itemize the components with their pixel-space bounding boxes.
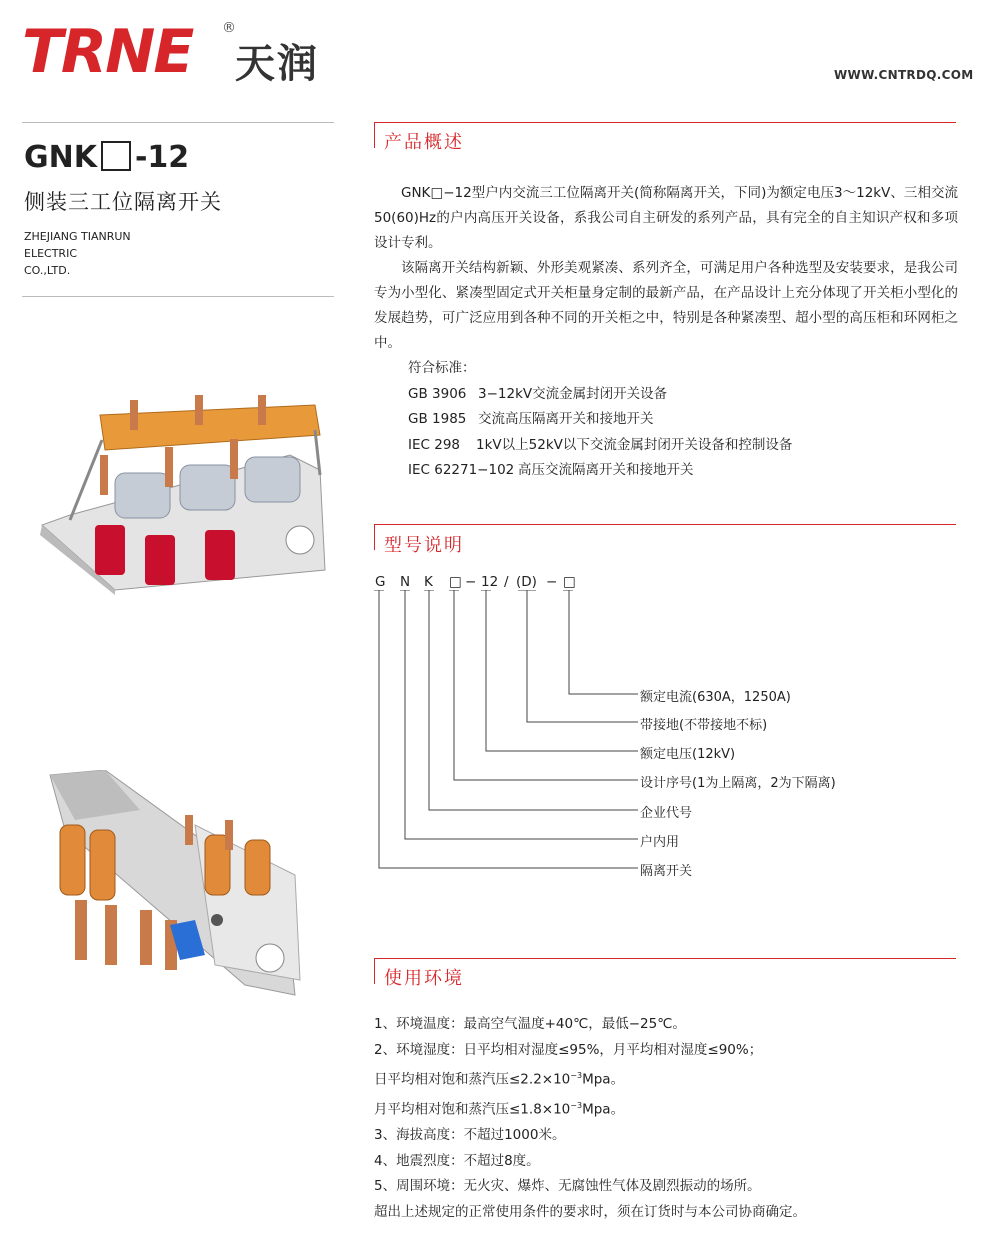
brand-logo bbox=[22, 17, 193, 87]
logo-chinese-name: 天润 bbox=[235, 41, 319, 87]
code-char: □ bbox=[563, 574, 576, 590]
code-label: 企业代号 bbox=[640, 806, 693, 821]
section-title-environment: 使用环境 bbox=[384, 968, 464, 989]
code-label: 额定电压(12kV) bbox=[640, 747, 736, 762]
standard-item: GB 1985 交流高压隔离开关和接地开关 bbox=[408, 411, 654, 427]
code-char: − bbox=[546, 574, 558, 590]
env-line: 4、地震烈度：不超过8度。 bbox=[374, 1152, 540, 1169]
model-title bbox=[24, 140, 189, 175]
env-line: 2、环境湿度：日平均相对湿度≤95%，月平均相对湿度≤90%； bbox=[374, 1041, 763, 1058]
standards-title: 符合标准： bbox=[408, 360, 476, 376]
code-label: 设计序号(1为上隔离，2为下隔离) bbox=[640, 776, 836, 791]
code-label: 额定电流(630A，1250A) bbox=[640, 690, 791, 705]
website-url[interactable]: WWW.CNTRDQ.COM bbox=[834, 68, 974, 82]
divider bbox=[22, 296, 334, 297]
model-prefix: GNK bbox=[24, 140, 97, 175]
env-line: 日平均相对饱和蒸汽压$\le 2.2\times 10^{-3}Mpa$。 bbox=[374, 1071, 625, 1088]
environment-list bbox=[374, 1012, 806, 1225]
company-name bbox=[24, 228, 131, 279]
code-char: K bbox=[424, 574, 433, 590]
standard-item: IEC 298 1kV以上52kV以下交流金属封闭开关设备和控制设备 bbox=[408, 436, 793, 453]
env-line: 5、周围环境：无火灾、爆炸、无腐蚀性气体及剧烈振动的场所。 bbox=[374, 1178, 761, 1194]
env-line: 1、环境温度：最高空气温度+40℃，最低−25℃。 bbox=[374, 1016, 686, 1032]
code-char: 12 bbox=[481, 574, 499, 590]
company-line: CO.,LTD. bbox=[24, 264, 71, 277]
code-char: □ bbox=[449, 574, 462, 590]
code-label: 带接地(不带接地不标) bbox=[640, 718, 768, 733]
standard-item: GB 3906 3−12kV交流金属封闭开关设备 bbox=[408, 385, 668, 402]
env-line: 超出上述规定的正常使用条件的要求时，须在订货时与本公司协商确定。 bbox=[374, 1203, 806, 1220]
overview-text bbox=[374, 181, 958, 356]
env-line: 3、海拔高度：不超过1000米。 bbox=[374, 1127, 566, 1143]
code-char: (D) bbox=[516, 574, 537, 590]
standards-list bbox=[408, 356, 792, 484]
registered-mark: ® bbox=[222, 20, 236, 36]
model-suffix: -12 bbox=[134, 140, 190, 175]
company-line: ZHEJIANG TIANRUN bbox=[24, 230, 131, 243]
section-marker bbox=[374, 524, 375, 550]
section-title-model: 型号说明 bbox=[384, 535, 464, 556]
code-label: 隔离开关 bbox=[640, 864, 693, 879]
overview-paragraph: GNK□−12型户内交流三工位隔离开关(简称隔离开关，下同)为额定电压3～12kV、三相交流50(60)Hz的户内高压开关设备，系我公司自主研发的系列产品，具有完全的自主知识产权和多项设计专利。 bbox=[374, 185, 958, 251]
code-char: G bbox=[375, 574, 386, 590]
section-divider bbox=[374, 122, 956, 123]
code-label: 户内用 bbox=[640, 835, 680, 850]
section-divider bbox=[374, 524, 956, 525]
section-marker bbox=[374, 122, 375, 148]
model-box-icon bbox=[101, 141, 131, 171]
logo-wordmark: TRNE bbox=[22, 17, 193, 87]
env-line: 月平均相对饱和蒸汽压$\le 1.8\times 10^{-3}Mpa$。 bbox=[374, 1101, 625, 1118]
model-code-diagram bbox=[370, 590, 640, 880]
product-photo-side bbox=[45, 770, 335, 1000]
standard-item: IEC 62271−102 高压交流隔离开关和接地开关 bbox=[408, 462, 694, 478]
product-subtitle: 侧装三工位隔离开关 bbox=[24, 190, 222, 214]
code-char: / bbox=[504, 574, 509, 590]
company-line: ELECTRIC bbox=[24, 247, 77, 260]
divider bbox=[22, 122, 334, 123]
section-title-overview: 产品概述 bbox=[384, 132, 464, 153]
product-photo-front bbox=[30, 395, 340, 615]
section-marker bbox=[374, 958, 375, 984]
code-char: − bbox=[465, 574, 477, 590]
code-char: N bbox=[400, 574, 411, 590]
section-divider bbox=[374, 958, 956, 959]
overview-paragraph: 该隔离开关结构新颖、外形美观紧凑、系列齐全，可满足用户各种选型及安装要求，是我公司专为小型化、紧凑型固定式开关柜量身定制的最新产品，在产品设计上充分体现了开关柜小型化的发展趋势，可广泛应用到各种不同的开关柜之中，特别是各种紧凑型、超小型的高压柜和环网柜之中。 bbox=[374, 260, 958, 351]
